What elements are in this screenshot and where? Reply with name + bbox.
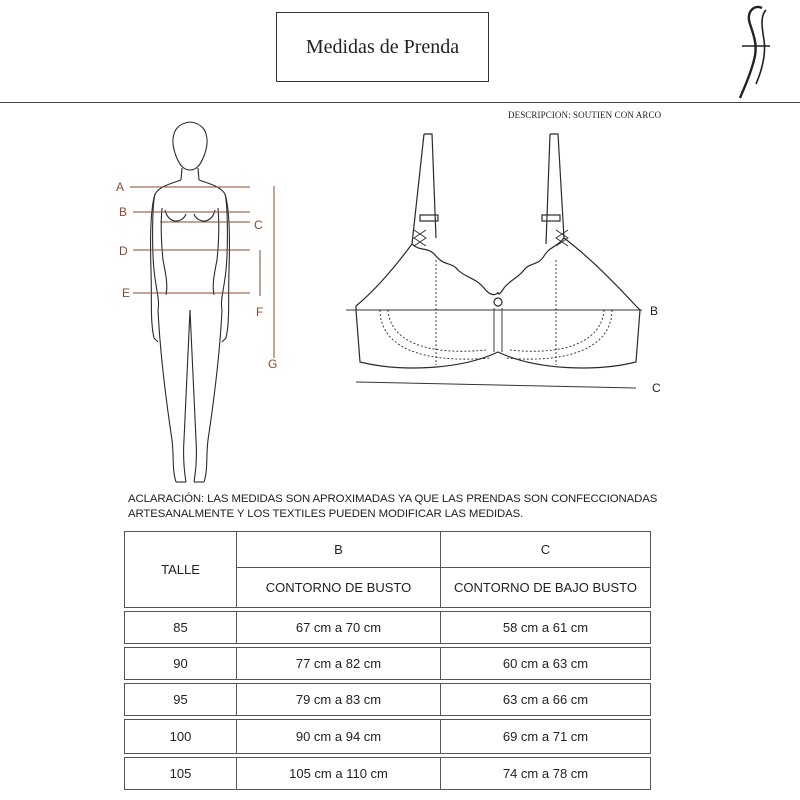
col-c-name: CONTORNO DE BAJO BUSTO xyxy=(441,568,651,608)
size-table xyxy=(124,531,651,790)
label-d: D xyxy=(119,244,128,258)
disclaimer-note: ACLARACIÓN: LAS MEDIDAS SON APROXIMADAS YA QUE LAS PRENDAS SON CONFECCIONADAS ARTESANALMENTE Y LOS TEXTILES PUEDEN MODIFICAR LAS MEDIDAS. xyxy=(128,493,658,520)
label-a: A xyxy=(116,180,125,194)
talle-cell: 100 xyxy=(125,720,237,754)
table-row xyxy=(125,758,651,790)
garment-description: DESCRIPCION: SOUTIEN CON ARCO xyxy=(508,110,662,120)
busto-cell: 90 cm a 94 cm xyxy=(237,720,441,754)
page-title: Medidas de Prenda xyxy=(305,35,460,58)
talle-cell: 85 xyxy=(125,612,237,644)
label-b-bra: B xyxy=(650,304,659,318)
table-row xyxy=(125,720,651,754)
bajo-busto-cell: 63 cm a 66 cm xyxy=(441,684,651,716)
label-e: E xyxy=(122,286,131,300)
label-g: G xyxy=(268,357,278,371)
col-b-letter: B xyxy=(237,532,441,568)
bajo-busto-cell: 74 cm a 78 cm xyxy=(441,758,651,790)
label-f: F xyxy=(256,305,264,319)
talle-cell: 90 xyxy=(125,648,237,680)
busto-cell: 105 cm a 110 cm xyxy=(237,758,441,790)
busto-cell: 77 cm a 82 cm xyxy=(237,648,441,680)
bajo-busto-cell: 60 cm a 63 cm xyxy=(441,648,651,680)
label-c: C xyxy=(254,218,263,232)
table-row xyxy=(125,612,651,644)
col-c-letter: C xyxy=(441,532,651,568)
busto-cell: 67 cm a 70 cm xyxy=(237,612,441,644)
label-c-bra: C xyxy=(652,381,661,395)
bajo-busto-cell: 69 cm a 71 cm xyxy=(441,720,651,754)
table-row xyxy=(125,684,651,716)
label-b: B xyxy=(119,205,128,219)
talle-header: TALLE xyxy=(125,532,237,608)
table-row xyxy=(125,648,651,680)
busto-cell: 79 cm a 83 cm xyxy=(237,684,441,716)
body-measurement-figure xyxy=(0,110,300,500)
bajo-busto-cell: 58 cm a 61 cm xyxy=(441,612,651,644)
brand-logo xyxy=(732,2,776,102)
col-b-name: CONTORNO DE BUSTO xyxy=(237,568,441,608)
talle-cell: 105 xyxy=(125,758,237,790)
page-title-box xyxy=(276,12,489,82)
talle-cell: 95 xyxy=(125,684,237,716)
bra-diagram xyxy=(340,120,680,400)
header-divider xyxy=(0,102,800,103)
